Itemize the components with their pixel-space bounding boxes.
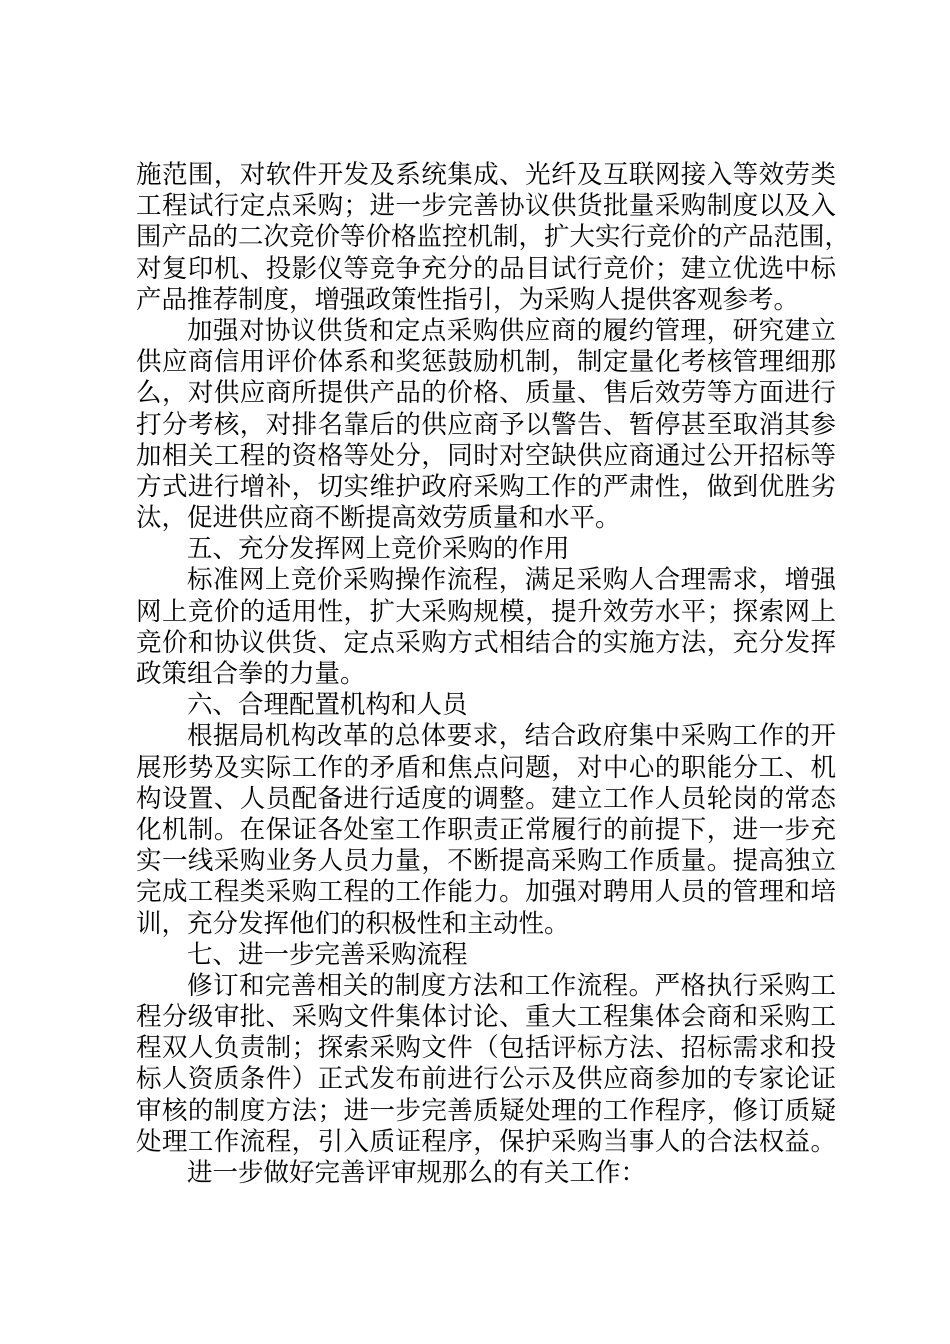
text-line: 竞价和协议供货、定点采购方式相结合的实施方法，充分发挥 (136, 627, 836, 658)
text-line: 加相关工程的资格等处分，同时对空缺供应商通过公开招标等 (136, 440, 836, 471)
paragraph-start-line: 标准网上竞价采购操作流程，满足采购人合理需求，增强 (187, 565, 836, 596)
document-body (136, 160, 851, 1189)
paragraph-start-line: 加强对协议供货和定点采购供应商的履约管理，研究建立 (187, 315, 836, 346)
text-line: 政策组合拳的力量。 (136, 659, 366, 689)
text-line: 方式进行增补，切实维护政府采购工作的严肃性，做到优胜劣 (136, 471, 836, 502)
text-line: 围产品的二次竞价等价格监控机制，扩大实行竞价的产品范围， (136, 222, 851, 253)
paragraph-start-line: 七、进一步完善采购流程 (187, 939, 468, 970)
text-line: 处理工作流程，引入质证程序，保护采购当事人的合法权益。 (136, 1126, 836, 1157)
text-line: 对复印机、投影仪等竞争充分的品目试行竞价；建立优选中标 (136, 253, 836, 284)
text-line: 展形势及实际工作的矛盾和焦点问题，对中心的职能分工、机 (136, 752, 836, 783)
text-line: 审核的制度方法；进一步完善质疑处理的工作程序，修订质疑 (136, 1095, 836, 1126)
paragraph-start-line: 进一步做好完善评审规那么的有关工作： (187, 1158, 647, 1188)
text-line: 工程试行定点采购；进一步完善协议供货批量采购制度以及入 (136, 191, 836, 222)
text-line: 程双人负责制；探索采购文件（包括评标方法、招标需求和投 (136, 1033, 836, 1064)
text-line: 程分级审批、采购文件集体讨论、重大工程集体会商和采购工 (136, 1002, 836, 1033)
text-line: 汰，促进供应商不断提高效劳质量和水平。 (136, 503, 621, 534)
text-line: 标人资质条件）正式发布前进行公示及供应商参加的专家论证 (136, 1064, 836, 1095)
paragraph-start-line: 五、充分发挥网上竞价采购的作用 (187, 534, 570, 565)
paragraph-start-line: 修订和完善相关的制度方法和工作流程。严格执行采购工 (187, 970, 836, 1001)
paragraph-start-line: 根据局机构改革的总体要求，结合政府集中采购工作的开 (187, 721, 836, 752)
text-line: 么，对供应商所提供产品的价格、质量、售后效劳等方面进行 (136, 378, 836, 409)
text-line: 构设置、人员配备进行适度的调整。建立工作人员轮岗的常态 (136, 783, 836, 814)
text-line: 施范围，对软件开发及系统集成、光纤及互联网接入等效劳类 (136, 160, 836, 190)
text-line: 完成工程类采购工程的工作能力。加强对聘用人员的管理和培 (136, 877, 836, 908)
text-line: 实一线采购业务人员力量，不断提高采购工作质量。提高独立 (136, 846, 836, 877)
text-line: 网上竞价的适用性，扩大采购规模，提升效劳水平；探索网上 (136, 596, 836, 627)
text-line: 训，充分发挥他们的积极性和主动性。 (136, 908, 570, 939)
text-line: 化机制。在保证各处室工作职责正常履行的前提下，进一步充 (136, 814, 836, 845)
paragraph-start-line: 六、合理配置机构和人员 (187, 690, 468, 721)
text-line: 打分考核，对排名靠后的供应商予以警告、暂停甚至取消其参 (136, 409, 836, 440)
text-line: 产品推荐制度，增强政策性指引，为采购人提供客观参考。 (136, 284, 800, 315)
text-line: 供应商信用评价体系和奖惩鼓励机制，制定量化考核管理细那 (136, 347, 836, 378)
